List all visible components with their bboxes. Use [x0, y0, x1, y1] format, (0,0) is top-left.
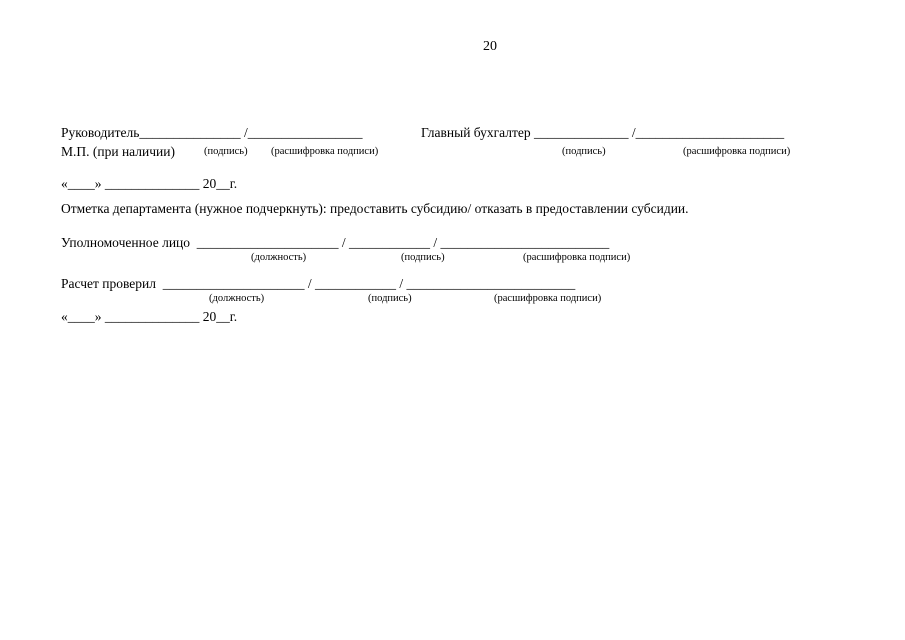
authorized-caption-signature: (подпись) — [401, 252, 445, 263]
date-line-1: «____» ______________ 20__г. — [61, 176, 238, 191]
page-number: 20 — [483, 39, 497, 54]
authorized-caption-decoding: (расшифровка подписи) — [523, 252, 631, 263]
head-caption-decoding: (расшифровка подписи) — [271, 146, 379, 157]
chief-accountant-signature-line: Главный бухгалтер ______________ /______________________ — [421, 125, 785, 140]
head-signature-line: Руководитель_______________ /_________________ — [61, 125, 363, 140]
authorized-caption-position: (должность) — [251, 252, 307, 263]
accountant-caption-decoding: (расшифровка подписи) — [683, 146, 791, 157]
checked-caption-signature: (подпись) — [368, 293, 412, 304]
head-caption-signature: (подпись) — [204, 146, 248, 157]
authorized-person-line: Уполномоченное лицо _____________________ / ____________ / _________________________ — [61, 235, 610, 250]
checked-by-line: Расчет проверил _____________________ / ____________ / _________________________ — [61, 276, 576, 291]
department-mark: Отметка департамента (нужное подчеркнуть): предоставить субсидию/ отказать в предоставлении субсидии. — [61, 201, 689, 216]
date-line-2: «____» ______________ 20__г. — [61, 309, 238, 324]
stamp-label: М.П. (при наличии) — [61, 144, 175, 159]
checked-caption-position: (должность) — [209, 293, 265, 304]
accountant-caption-signature: (подпись) — [562, 146, 606, 157]
checked-caption-decoding: (расшифровка подписи) — [494, 293, 602, 304]
